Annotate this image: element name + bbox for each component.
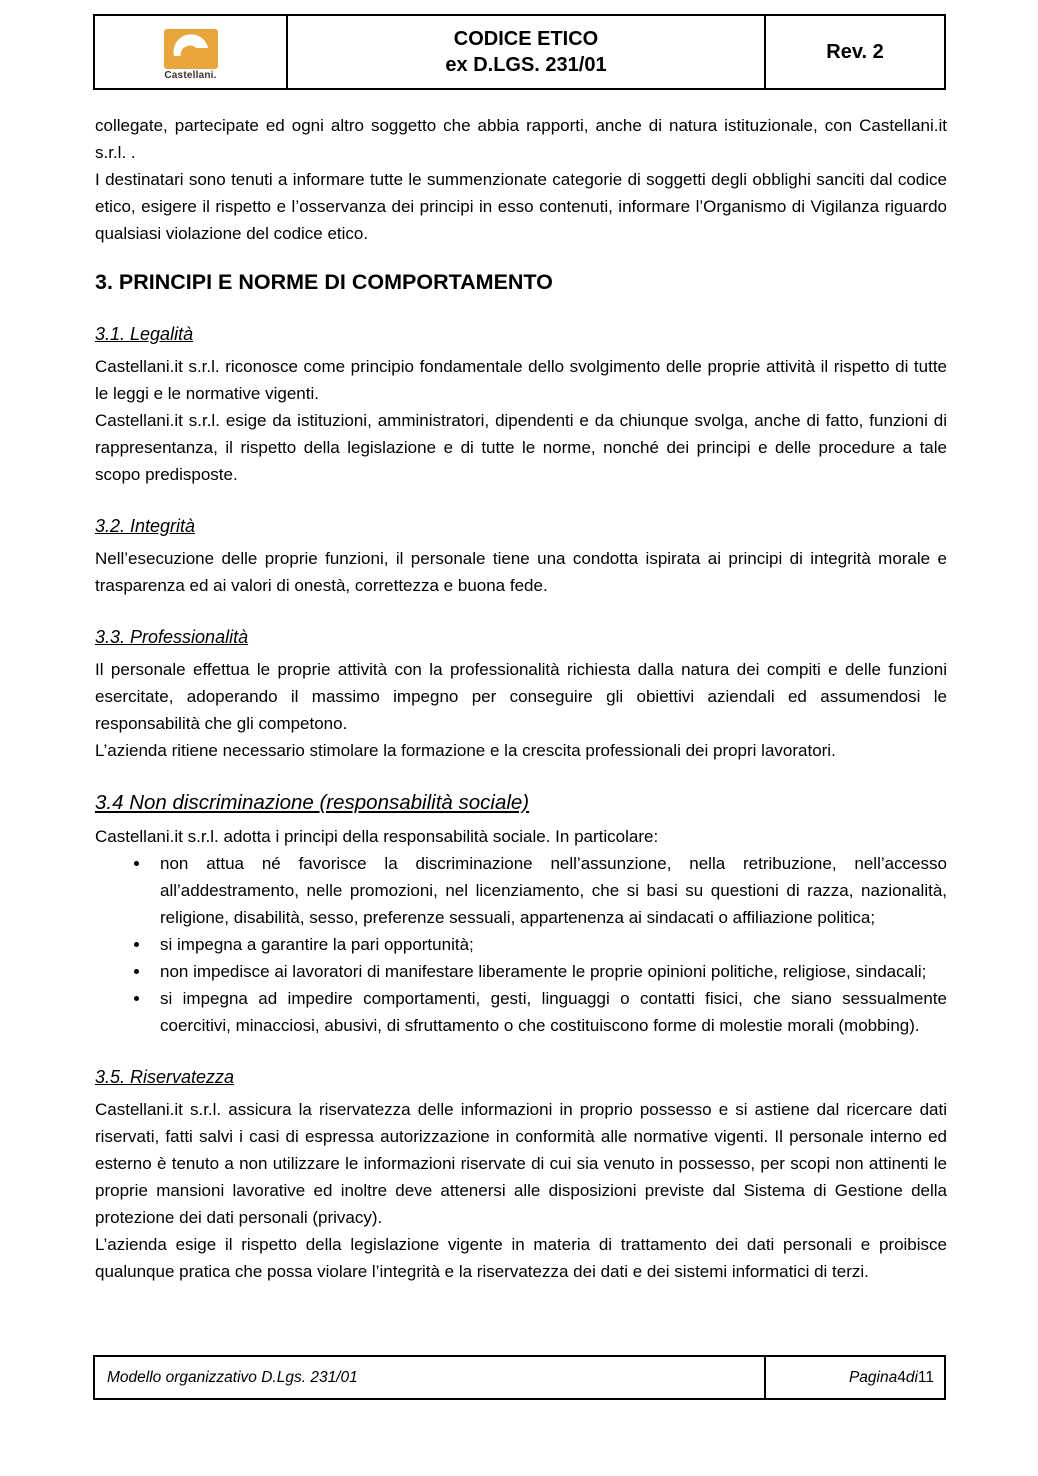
document-body [95, 112, 947, 1285]
subsection-heading-legalita: 3.1. Legalità [95, 324, 194, 344]
body-paragraph: Il personale effettua le proprie attività con la professionalità richiesta dalla natura dei compiti e delle funzioni esercitate, adoperando il massimo impegno per conseguire gli obiettivi aziendali ed assumendosi le responsabilità che gli competono. [95, 660, 947, 733]
footer-page-number: 4 [897, 1368, 906, 1386]
footer-pagina-label: Pagina [848, 1368, 898, 1386]
body-paragraph: Nell’esecuzione delle proprie funzioni, il personale tiene una condotta ispirata ai principi di integrità morale e trasparenza ed ai valori di onestà, correttezza e buona fede. [95, 549, 947, 595]
revision-label: Rev. 2 [826, 40, 884, 63]
footer-page-total: 11 [917, 1368, 934, 1386]
body-paragraph: L’azienda ritiene necessario stimolare la formazione e la crescita professionali dei propri lavoratori. [95, 741, 836, 760]
body-paragraph: Castellani.it s.r.l. esige da istituzioni, amministratori, dipendenti e da chiunque svolga, anche di fatto, funzioni di rappresentanza, il rispetto della legislazione e di tutte le norme, nonché dei principi e delle procedure a tale scopo predisposte. [95, 411, 947, 484]
footer-page-cell [766, 1357, 944, 1398]
body-paragraph: Castellani.it s.r.l. riconosce come principio fondamentale dello svolgimento delle proprie attività il rispetto di tutte le leggi e le normative vigenti. [95, 357, 947, 403]
document-title-line1: CODICE ETICO [453, 28, 599, 50]
bullet-item: • non attua né favorisce la discriminazione nell’assunzione, nella retribuzione, nell’accesso all’addestramento, nelle promozioni, nel licenziamento, che si basi su questioni di razza, nazionalità, religione, disabilità, sesso, preferenze sessuali, appartenenza ai sindacati o affiliazione politica; [151, 850, 947, 931]
section-main-heading: 3. PRINCIPI E NORME DI COMPORTAMENTO [95, 270, 553, 294]
subsection-heading-integrita: 3.2. Integrità [95, 516, 196, 536]
bullet-item: • non impedisce ai lavoratori di manifestare liberamente le proprie opinioni politiche, religiose, sindacali; [151, 958, 947, 985]
document-title-line2: ex D.LGS. 231/01 [445, 54, 607, 76]
body-paragraph: Castellani.it s.r.l. assicura la riservatezza delle informazioni in proprio possesso e si astiene dal ricercare dati riservati, fatti salvi i casi di espressa autorizzazione in conformità alle normative vigenti. Il personale interno ed esterno è tenuto a non utilizzare le informazioni riservate di cui sia venuto in possesso, per scopi non attinenti le proprie mansioni lavorative ed inoltre deve attenersi alle disposizioni previste dal Sistema di Gestione della protezione dei dati personali (privacy). [95, 1100, 947, 1227]
header-revision-cell [766, 16, 944, 88]
bullet-item: • si impegna ad impedire comportamenti, gesti, linguaggi o contatti fisici, che siano sessualmente coercitivi, minacciosi, abusivi, di sfruttamento o che costituiscono forme di molestie morali (mobbing). [151, 985, 947, 1039]
footer-di-label: di [905, 1368, 918, 1386]
header-logo-cell [95, 16, 288, 88]
castellani-logo [163, 29, 219, 81]
header-title-cell [288, 16, 766, 88]
footer-model-cell [95, 1357, 766, 1398]
intro-paragraph: collegate, partecipate ed ogni altro soggetto che abbia rapporti, anche di natura istituzionale, con Castellani.it s.r.l. . [95, 116, 947, 162]
document-header [93, 14, 946, 90]
subsection-heading-professionalita: 3.3. Professionalità [95, 627, 249, 647]
subsection-heading-riservatezza: 3.5. Riservatezza [95, 1067, 235, 1087]
intro-paragraph: I destinatari sono tenuti a informare tutte le summenzionate categorie di soggetti degli obblighi sanciti dal codice etico, esigere il rispetto e l’osservanza dei principi in esso contenuti, informare l’Organismo di Vigilanza riguardo qualsiasi violazione del codice etico. [95, 170, 947, 243]
body-paragraph: Castellani.it s.r.l. adotta i principi della responsabilità sociale. In particolare: [95, 827, 659, 846]
document-footer [93, 1355, 946, 1400]
body-paragraph: L’azienda esige il rispetto della legislazione vigente in materia di trattamento dei dati personali e proibisce qualunque pratica che possa violare l’integrità e la riservatezza dei dati e dei sistemi informatici di terzi. [95, 1235, 947, 1281]
footer-model-label: Modello organizzativo D.Lgs. 231/01 [107, 1368, 358, 1386]
non-discriminazione-bullet-list [95, 850, 947, 1039]
bullet-item: • si impegna a garantire la pari opportunità; [151, 931, 947, 958]
brand-name: Castellani. [164, 70, 217, 81]
castellani-logo-icon [163, 29, 219, 69]
subsection-heading-non-discriminazione: 3.4 Non discriminazione (responsabilità sociale) [95, 791, 530, 814]
